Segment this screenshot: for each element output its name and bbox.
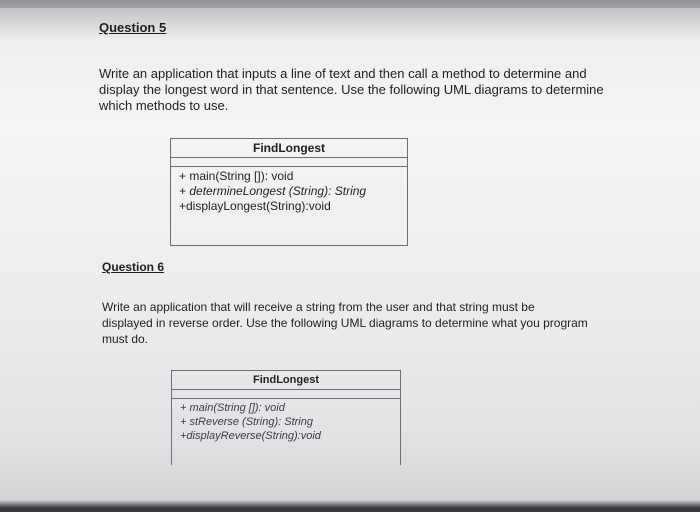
question-5-line-2: display the longest word in that sentence. Use the following UML diagrams to determine (99, 82, 604, 97)
question-5-text (99, 66, 659, 114)
uml-method-display-reverse: +displayReverse(String):void (180, 430, 321, 442)
question-6-heading: Question 6 (102, 260, 165, 274)
uml-method-display-longest: +displayLongest(String):void (179, 199, 331, 213)
question-6-line-1: Write an application that will receive a string from the user and that string must be (102, 300, 535, 314)
question-5-line-3: which methods to use. (99, 98, 229, 113)
uml-attributes-section (172, 390, 400, 399)
document-page (0, 8, 700, 504)
uml-methods-section (171, 167, 407, 214)
uml-class-name: FindLongest (172, 371, 400, 390)
uml-method-main: + main(String []): void (179, 169, 294, 183)
uml-methods-section (172, 399, 400, 443)
uml-method-determine-longest: + determineLongest (String): String (179, 184, 367, 198)
question-5-heading: Question 5 (99, 20, 167, 35)
question-6-line-2: displayed in reverse order. Use the following UML diagrams to determine what you program (102, 316, 588, 330)
question-6-line-3: must do. (102, 332, 149, 346)
uml-class-diagram-q6 (171, 370, 401, 465)
question-6-text (102, 299, 662, 347)
uml-class-name: FindLongest (171, 139, 407, 158)
uml-attributes-section (171, 158, 407, 167)
question-5-line-1: Write an application that inputs a line of text and then call a method to determine and (99, 66, 587, 81)
uml-class-diagram-q5 (170, 138, 408, 246)
uml-method-st-reverse: + stReverse (String): String (180, 416, 313, 428)
uml-method-main: + main(String []): void (180, 402, 285, 414)
